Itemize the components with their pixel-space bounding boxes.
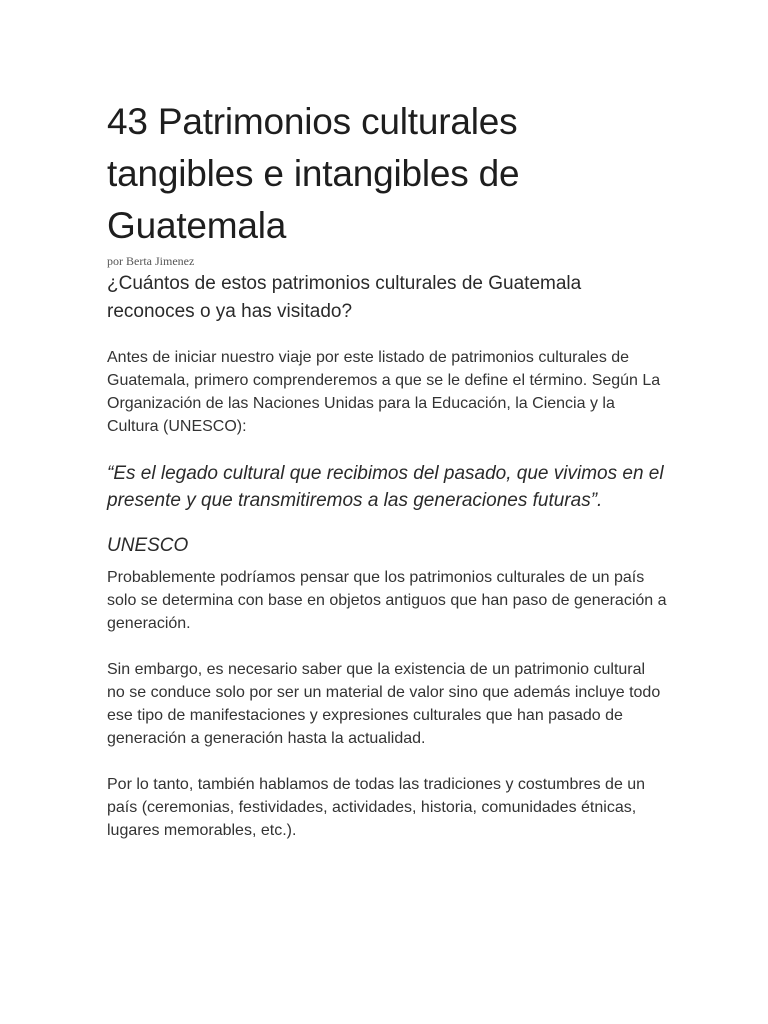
article-subtitle: ¿Cuántos de estos patrimonios culturales de Guatemala reconoces o ya has visitado? xyxy=(107,273,582,322)
article-byline: por Berta Jimenez xyxy=(107,254,195,268)
paragraph-intro: Antes de iniciar nuestro viaje por este listado de patrimonios culturales de Guatemala, primero comprenderemos a que se le define el término. Según La Organización de las Naciones Unidas para la Educación, la Ciencia y la Cultura (UNESCO): xyxy=(107,349,661,435)
paragraph-traditions: Por lo tanto, también hablamos de todas las tradiciones y costumbres de un país (ceremonias, festividades, actividades, historia, comunidades étnicas, lugares memorables, etc.). xyxy=(107,776,646,839)
paragraph-manifestations: Sin embargo, es necesario saber que la existencia de un patrimonio cultural no se conduce solo por ser un material de valor sino que además incluye todo ese tipo de manifestaciones y expresiones culturales que han pasado de generación a generación hasta la actualidad. xyxy=(107,661,661,747)
quote-source: UNESCO xyxy=(107,535,189,556)
unesco-quote: “Es el legado cultural que recibimos del pasado, que vivimos en el presente y que transmitiremos a las generaciones futuras”. xyxy=(107,463,664,511)
article xyxy=(107,96,667,842)
article-title: 43 Patrimonios culturales tangibles e intangibles de Guatemala xyxy=(107,101,520,246)
paragraph-objects: Probablemente podríamos pensar que los patrimonios culturales de un país solo se determina con base en objetos antiguos que han paso de generación a generación. xyxy=(107,569,667,632)
